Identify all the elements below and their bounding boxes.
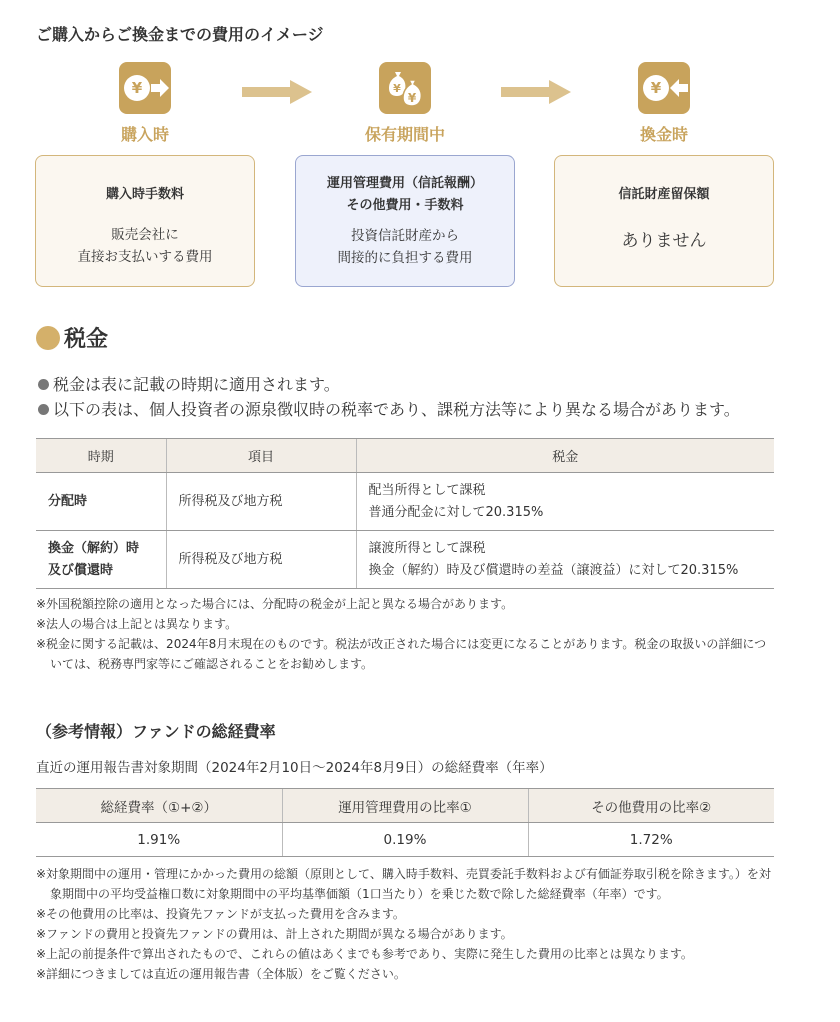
reference-notes (36, 864, 776, 984)
arrow-right-icon (151, 79, 169, 97)
tax-text: 普通分配金に対して20.315% (368, 504, 544, 520)
tax-heading (36, 322, 108, 353)
tax-cell (356, 473, 774, 531)
reference-title: （参考情報）ファンドの総経費率 (36, 722, 276, 741)
period-text: 分配時 (48, 493, 88, 509)
tax-text: 換金（解約）時及び償還時の差益（譲渡益）に対して20.315% (368, 562, 739, 578)
tax-text: 配当所得として課税 (368, 482, 486, 498)
tax-table (36, 438, 774, 589)
table-row (36, 823, 774, 857)
table-row (36, 531, 774, 589)
stage-label: 購入時 (120, 125, 169, 144)
box-desc: 直接お支払いする費用 (77, 249, 213, 265)
table-header-row (36, 789, 774, 823)
trust-reserve-box (554, 155, 774, 287)
column-header: 税金 (356, 439, 774, 473)
bullet-dot-icon (38, 404, 49, 415)
note: ※詳細につきましては直近の運用報告書（全体版）をご覧ください。 (36, 967, 406, 981)
reference-period: 直近の運用報告書対象期間（2024年2月10日～2024年8月9日）の総経費率（年率） (36, 760, 553, 776)
value-cell: 1.72% (528, 823, 774, 857)
yen-in-icon (119, 62, 171, 114)
tax-text: 譲渡所得として課税 (368, 540, 486, 556)
yen-glyph: ¥ (393, 82, 401, 95)
tax-heading-text: 税金 (64, 327, 109, 352)
box-title: その他費用・手数料 (346, 198, 464, 213)
yen-coin: ¥ (643, 75, 669, 101)
tax-notes (36, 594, 776, 674)
money-bags-icon (379, 62, 431, 114)
item-cell: 所得税及び地方税 (166, 473, 356, 531)
bullet-dot-icon (38, 379, 49, 390)
column-header: その他費用の比率② (528, 789, 774, 823)
note: ※ファンドの費用と投資先ファンドの費用は、計上された期間が異なる場合があります。 (36, 927, 513, 941)
period-cell (36, 531, 166, 589)
yen-out-icon (638, 62, 690, 114)
stage-redemption (554, 62, 774, 145)
list-item (38, 372, 740, 397)
box-desc: 販売会社に (111, 227, 179, 243)
bullet-text: 税金は表に記載の時期に適用されます。 (53, 375, 340, 394)
column-header: 項目 (166, 439, 356, 473)
note: ※法人の場合は上記とは異なります。 (36, 617, 238, 631)
stage-label: 換金時 (639, 125, 688, 144)
management-fee-box (295, 155, 515, 287)
table-row (36, 473, 774, 531)
flow-title: ご購入からご換金までの費用のイメージ (36, 25, 324, 44)
column-header: 運用管理費用の比率① (282, 789, 528, 823)
note: ※その他費用の比率は、投資先ファンドが支払った費用を含みます。 (36, 907, 405, 921)
table-header-row (36, 439, 774, 473)
note: ※上記の前提条件で算出されたもので、これらの値はあくまでも参考であり、実際に発生した費用の比率とは異なります。 (36, 947, 693, 961)
box-desc: ありません (621, 231, 707, 251)
box-desc: 投資信託財産から (351, 228, 459, 244)
yen-coin: ¥ (124, 75, 150, 101)
stage-purchase (35, 62, 255, 145)
note: ※対象期間中の運用・管理にかかった費用の総額（原則として、購入時手数料、売買委託手数料および有価証券取引税を除きます。）を対象期間中の平均受益権口数に対象期間中の平均基準価額（1口当たり）を乗じた数で除した総経費率（年率）です。 (36, 867, 771, 901)
box-title: 購入時手数料 (105, 187, 184, 202)
purchase-fee-box (35, 155, 255, 287)
box-title: 信託財産留保額 (618, 187, 710, 202)
tax-cell (356, 531, 774, 589)
column-header: 時期 (36, 439, 166, 473)
period-text: 及び償還時 (48, 562, 114, 578)
expense-ratio-table (36, 788, 774, 857)
note: ※外国税額控除の適用となった場合には、分配時の税金が上記と異なる場合があります。 (36, 597, 514, 611)
list-item (38, 397, 740, 422)
box-desc: 間接的に負担する費用 (337, 250, 473, 266)
yen-glyph: ¥ (407, 91, 417, 105)
bullet-circle-icon (36, 326, 60, 350)
item-cell: 所得税及び地方税 (166, 531, 356, 589)
arrow-left-icon (670, 79, 688, 97)
stage-label: 保有期間中 (364, 125, 445, 144)
tax-bullets (38, 372, 740, 422)
period-text: 換金（解約）時 (48, 540, 140, 556)
stage-holding (295, 62, 515, 145)
period-cell (36, 473, 166, 531)
box-title: 運用管理費用（信託報酬） (326, 176, 483, 191)
value-cell: 1.91% (36, 823, 282, 857)
bullet-text: 以下の表は、個人投資者の源泉徴収時の税率であり、課税方法等により異なる場合があります。 (53, 400, 740, 419)
value-cell: 0.19% (282, 823, 528, 857)
note: ※税金に関する記載は、2024年8月末現在のものです。税法が改正された場合には変更になることがあります。税金の取扱いの詳細については、税務専門家等にご確認されることをお勧めします。 (36, 637, 767, 671)
column-header: 総経費率（①+②） (36, 789, 282, 823)
